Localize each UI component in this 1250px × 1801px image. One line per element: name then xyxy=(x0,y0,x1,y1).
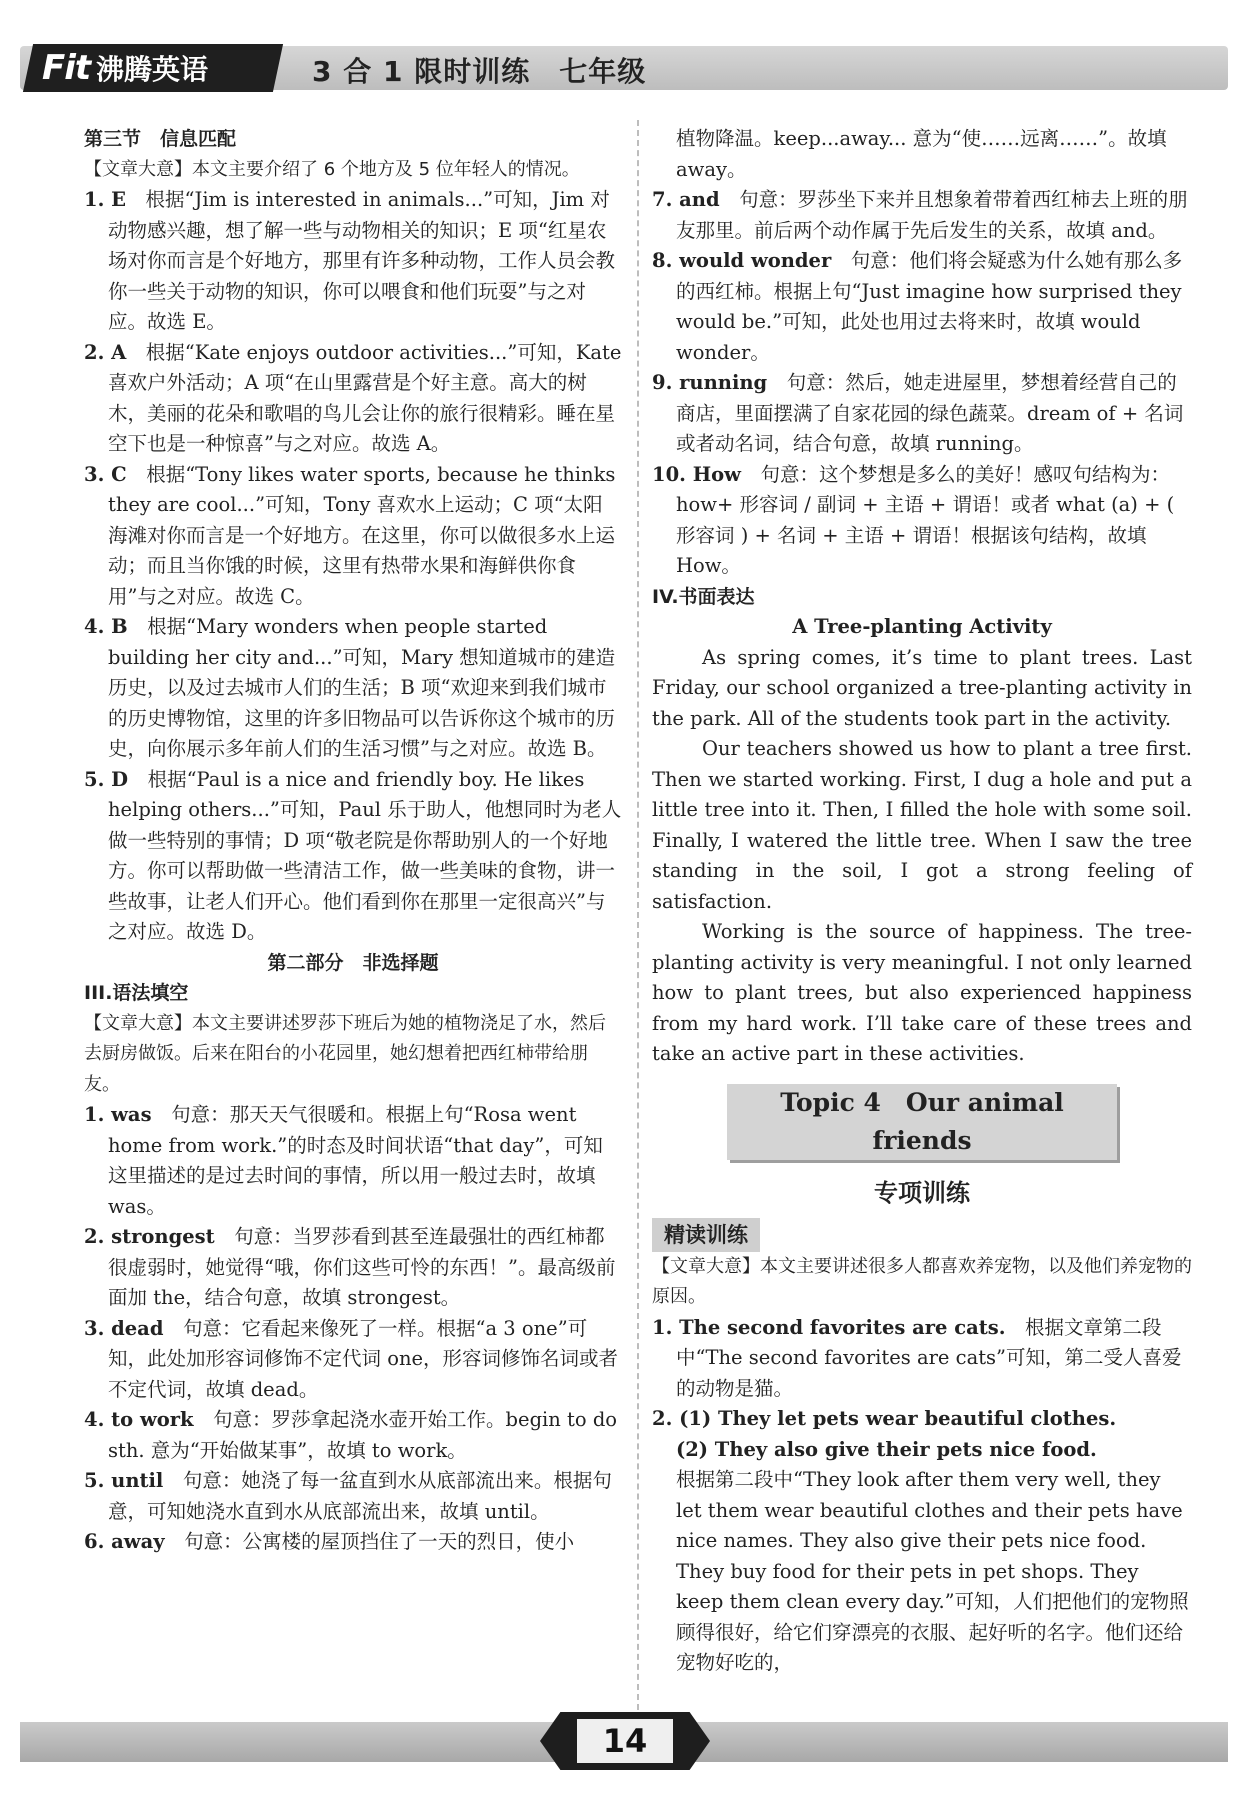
answer-label: 7. and xyxy=(652,188,720,211)
answer-text: 根据“Mary wonders when people started building her city and...”可知，Mary 想知道城市的建造历史，以及过去城市人们的生活；B 项“欢迎来到我们城市的历史博物馆，这里的许多旧物品可以告诉你这个城市的历史，向你展示多年前人们的生活习惯”与之对应。故选 B。 xyxy=(108,615,616,760)
answer-label: 1. was xyxy=(84,1103,152,1126)
answer-label: 5. D xyxy=(84,767,129,791)
answer-text: 根据“Kate enjoys outdoor activities...”可知，Kate 喜欢户外活动；A 项“在山里露营是个好主意。高大的树木，美丽的花朵和歌唱的鸟儿会让你的旅行很精彩。睡在星空下也是一种惊喜”与之对应。故选 A。 xyxy=(108,340,622,455)
section3-title: 第三节 信息匹配 xyxy=(84,128,237,150)
answer-label: 9. running xyxy=(652,371,768,394)
answer-item xyxy=(84,1405,622,1466)
answer-label: 1. The second favorites are cats. xyxy=(652,1315,1006,1339)
answer-label: (2) They also give their pets nice food. xyxy=(676,1437,1097,1461)
answer-text: 根据“Paul is a nice and friendly boy. He likes helping others...”可知，Paul 乐于助人，他想同时为老人做一些特别的事情；D 项“敬老院是你帮助别人的一个好地方。你可以帮助做一些清洁工作，做一些美味的食物，讲一些故事，让老人们开心。他们看到你在那里一定很高兴”与之对应。故选 D。 xyxy=(108,767,622,943)
answer-text: 句意：这个梦想是多么的美好！感叹句结构为：how+ 形容词 / 副词 + 主语 + 谓语！或者 what (a) + ( 形容词 ) + 名词 + 主语 + 谓语！根据该句结构，故填 How。 xyxy=(676,462,1175,577)
answer-item xyxy=(84,1527,622,1558)
answer-label: 2. strongest xyxy=(84,1225,215,1248)
answer-item xyxy=(84,1222,622,1314)
answer-item xyxy=(84,460,622,613)
left-column xyxy=(84,124,622,1558)
answer-label: 2. (1) They let pets wear beautiful clothes. xyxy=(652,1407,1117,1430)
essay-paragraph: As spring comes, it’s time to plant trees. Last Friday, our school organized a tree-planting activity in the park. All of the students took part in the activity. xyxy=(652,645,1192,730)
answer-text: 根据第二段中“They look after them very well, they let them wear beautiful clothes and their pets have nice names. They also give their pets nice food. They buy food for their pets in pet shops. They keep them clean every day.”可知，人们把他们的宠物照顾得很好，给它们穿漂亮的衣服、起好听的名字。他们还给宠物好吃的， xyxy=(676,1468,1189,1674)
page-number xyxy=(540,1712,710,1770)
part2-title: 第二部分 非选择题 xyxy=(267,951,439,974)
right-column xyxy=(652,124,1192,1679)
answer-text: 句意：罗莎坐下来并且想象着带着西红柿去上班的朋友那里。前后两个动作属于先后发生的关系，故填 and。 xyxy=(676,188,1188,242)
continuation-text: 植物降温。keep...away... 意为“使……远离……”。故填 away。 xyxy=(676,127,1167,181)
answer-item xyxy=(84,1100,622,1222)
answer-label: 4. B xyxy=(84,615,128,638)
answer-item xyxy=(84,1314,622,1406)
answer-text: 句意：他们将会疑惑为什么她有那么多的西红柿。根据上句“Just imagine how surprised they would be.”可知，此处也用过去将来时，故填 would wonder。 xyxy=(676,249,1183,364)
topic-banner: Topic 4 Our animal friends xyxy=(727,1084,1117,1160)
section-iii-title: III.语法填空 xyxy=(84,982,189,1004)
answer-item xyxy=(84,612,622,765)
answer-item xyxy=(84,338,622,460)
summary-paragraph: 【文章大意】本文主要介绍了 6 个地方及 5 位年轻人的情况。 xyxy=(84,158,580,180)
answer-label: 1. E xyxy=(84,188,127,211)
essay-title: A Tree-planting Activity xyxy=(792,615,1052,638)
answer-text: 句意：然后，她走进屋里，梦想着经营自己的商店，里面摆满了自家花园的绿色蔬菜。dream of + 名词或者动名词，结合句意，故填 running。 xyxy=(676,371,1184,455)
answer-label: 2. A xyxy=(84,340,127,364)
reading-tag: 精读训练 xyxy=(652,1218,760,1252)
answer-item xyxy=(652,246,1192,368)
answer-item xyxy=(84,765,622,948)
summary-paragraph: 【文章大意】本文主要讲述很多人都喜欢养宠物，以及他们养宠物的原因。 xyxy=(652,1255,1192,1307)
answer-label: 6. away xyxy=(84,1530,165,1553)
essay-paragraph: Working is the source of happiness. The tree-planting activity is very meaningful. I not only learned how to plant trees, but also experienced happiness from my hard work. I’ll take care of these trees and take an active part in these activities. xyxy=(652,920,1192,1065)
logo-fit: Fit xyxy=(42,48,91,88)
header-title: 3 合 1 限时训练 七年级 xyxy=(312,55,647,88)
essay-paragraph: Our teachers showed us how to plant a tree first. Then we started working. First, I dug a hole and put a little tree into it. Then, I filled the hole with some soil. Finally, I watered the little tree. When I saw the tree standing in the soil, I got a strong feeling of satisfaction. xyxy=(652,737,1192,913)
logo-brand: 沸腾英语 xyxy=(96,53,209,86)
answer-text: 句意：那天天气很暖和。根据上句“Rosa went home from work.”的时态及时间状语“that day”，可知这里描述的是过去时间的事情，所以用一般过去时，故填 was。 xyxy=(108,1103,603,1218)
answer-text: 根据“Jim is interested in animals...”可知，Jim 对动物感兴趣，想了解一些与动物相关的知识；E 项“红星农场对你而言是个好地方，那里有许多种动物，工作人员会教你一些关于动物的知识，你可以喂食和他们玩耍”与之对应。故选 E。 xyxy=(108,188,616,333)
answer-text: 句意：罗莎拿起浇水壶开始工作。begin to do sth. 意为“开始做某事”，故填 to work。 xyxy=(108,1408,618,1462)
answer-text: 根据“Tony likes water sports, because he thinks they are cool...”可知，Tony 喜欢水上运动；C 项“太阳海滩对你而言是一个好地方。在这里，你可以做很多水上运动；而且当你饿的时候，这里有热带水果和海鲜供你食用”与之对应。故选 C。 xyxy=(108,462,616,608)
answer-label: 3. C xyxy=(84,462,127,486)
answer-label: 4. to work xyxy=(84,1408,194,1431)
answer-text: 句意：它看起来像死了一样。根据“a 3 one”可知，此处加形容词修饰不定代词 one，形容词修饰名词或者不定代词，故填 dead。 xyxy=(108,1316,619,1401)
answer-label: 3. dead xyxy=(84,1316,164,1340)
answer-label: 10. How xyxy=(652,462,741,486)
answer-item xyxy=(652,1313,1192,1405)
special-training-title: 专项训练 xyxy=(874,1178,970,1207)
answer-text: 句意：她浇了每一盆直到水从底部流出来。根据句意，可知她浇水直到水从底部流出来，故填 until。 xyxy=(108,1469,612,1523)
answer-label: 5. until xyxy=(84,1469,164,1492)
brand-logo xyxy=(23,44,283,92)
answer-item xyxy=(652,460,1192,582)
page-number-text: 14 xyxy=(577,1719,674,1763)
answer-item xyxy=(652,185,1192,246)
column-divider xyxy=(637,120,639,1710)
answer-text: 根据文章第二段中“The second favorites are cats”可知，第二受人喜爱的动物是猫。 xyxy=(676,1315,1182,1400)
answer-text: 句意：公寓楼的屋顶挡住了一天的烈日，使小 xyxy=(184,1530,575,1553)
summary-paragraph: 【文章大意】本文主要讲述罗莎下班后为她的植物浇足了水，然后去厨房做饭。后来在阳台的小花园里，她幻想着把西红柿带给朋友。 xyxy=(84,1012,606,1095)
answer-item xyxy=(84,1466,622,1527)
answer-text: 句意：当罗莎看到甚至连最强壮的西红柿都很虚弱时，她觉得“哦，你们这些可怜的东西！”。最高级前面加 the，结合句意，故填 strongest。 xyxy=(108,1225,616,1309)
section-iv-title: IV.书面表达 xyxy=(652,585,755,608)
answer-item xyxy=(84,185,622,338)
answer-item xyxy=(652,368,1192,460)
answer-label: 8. would wonder xyxy=(652,249,832,272)
